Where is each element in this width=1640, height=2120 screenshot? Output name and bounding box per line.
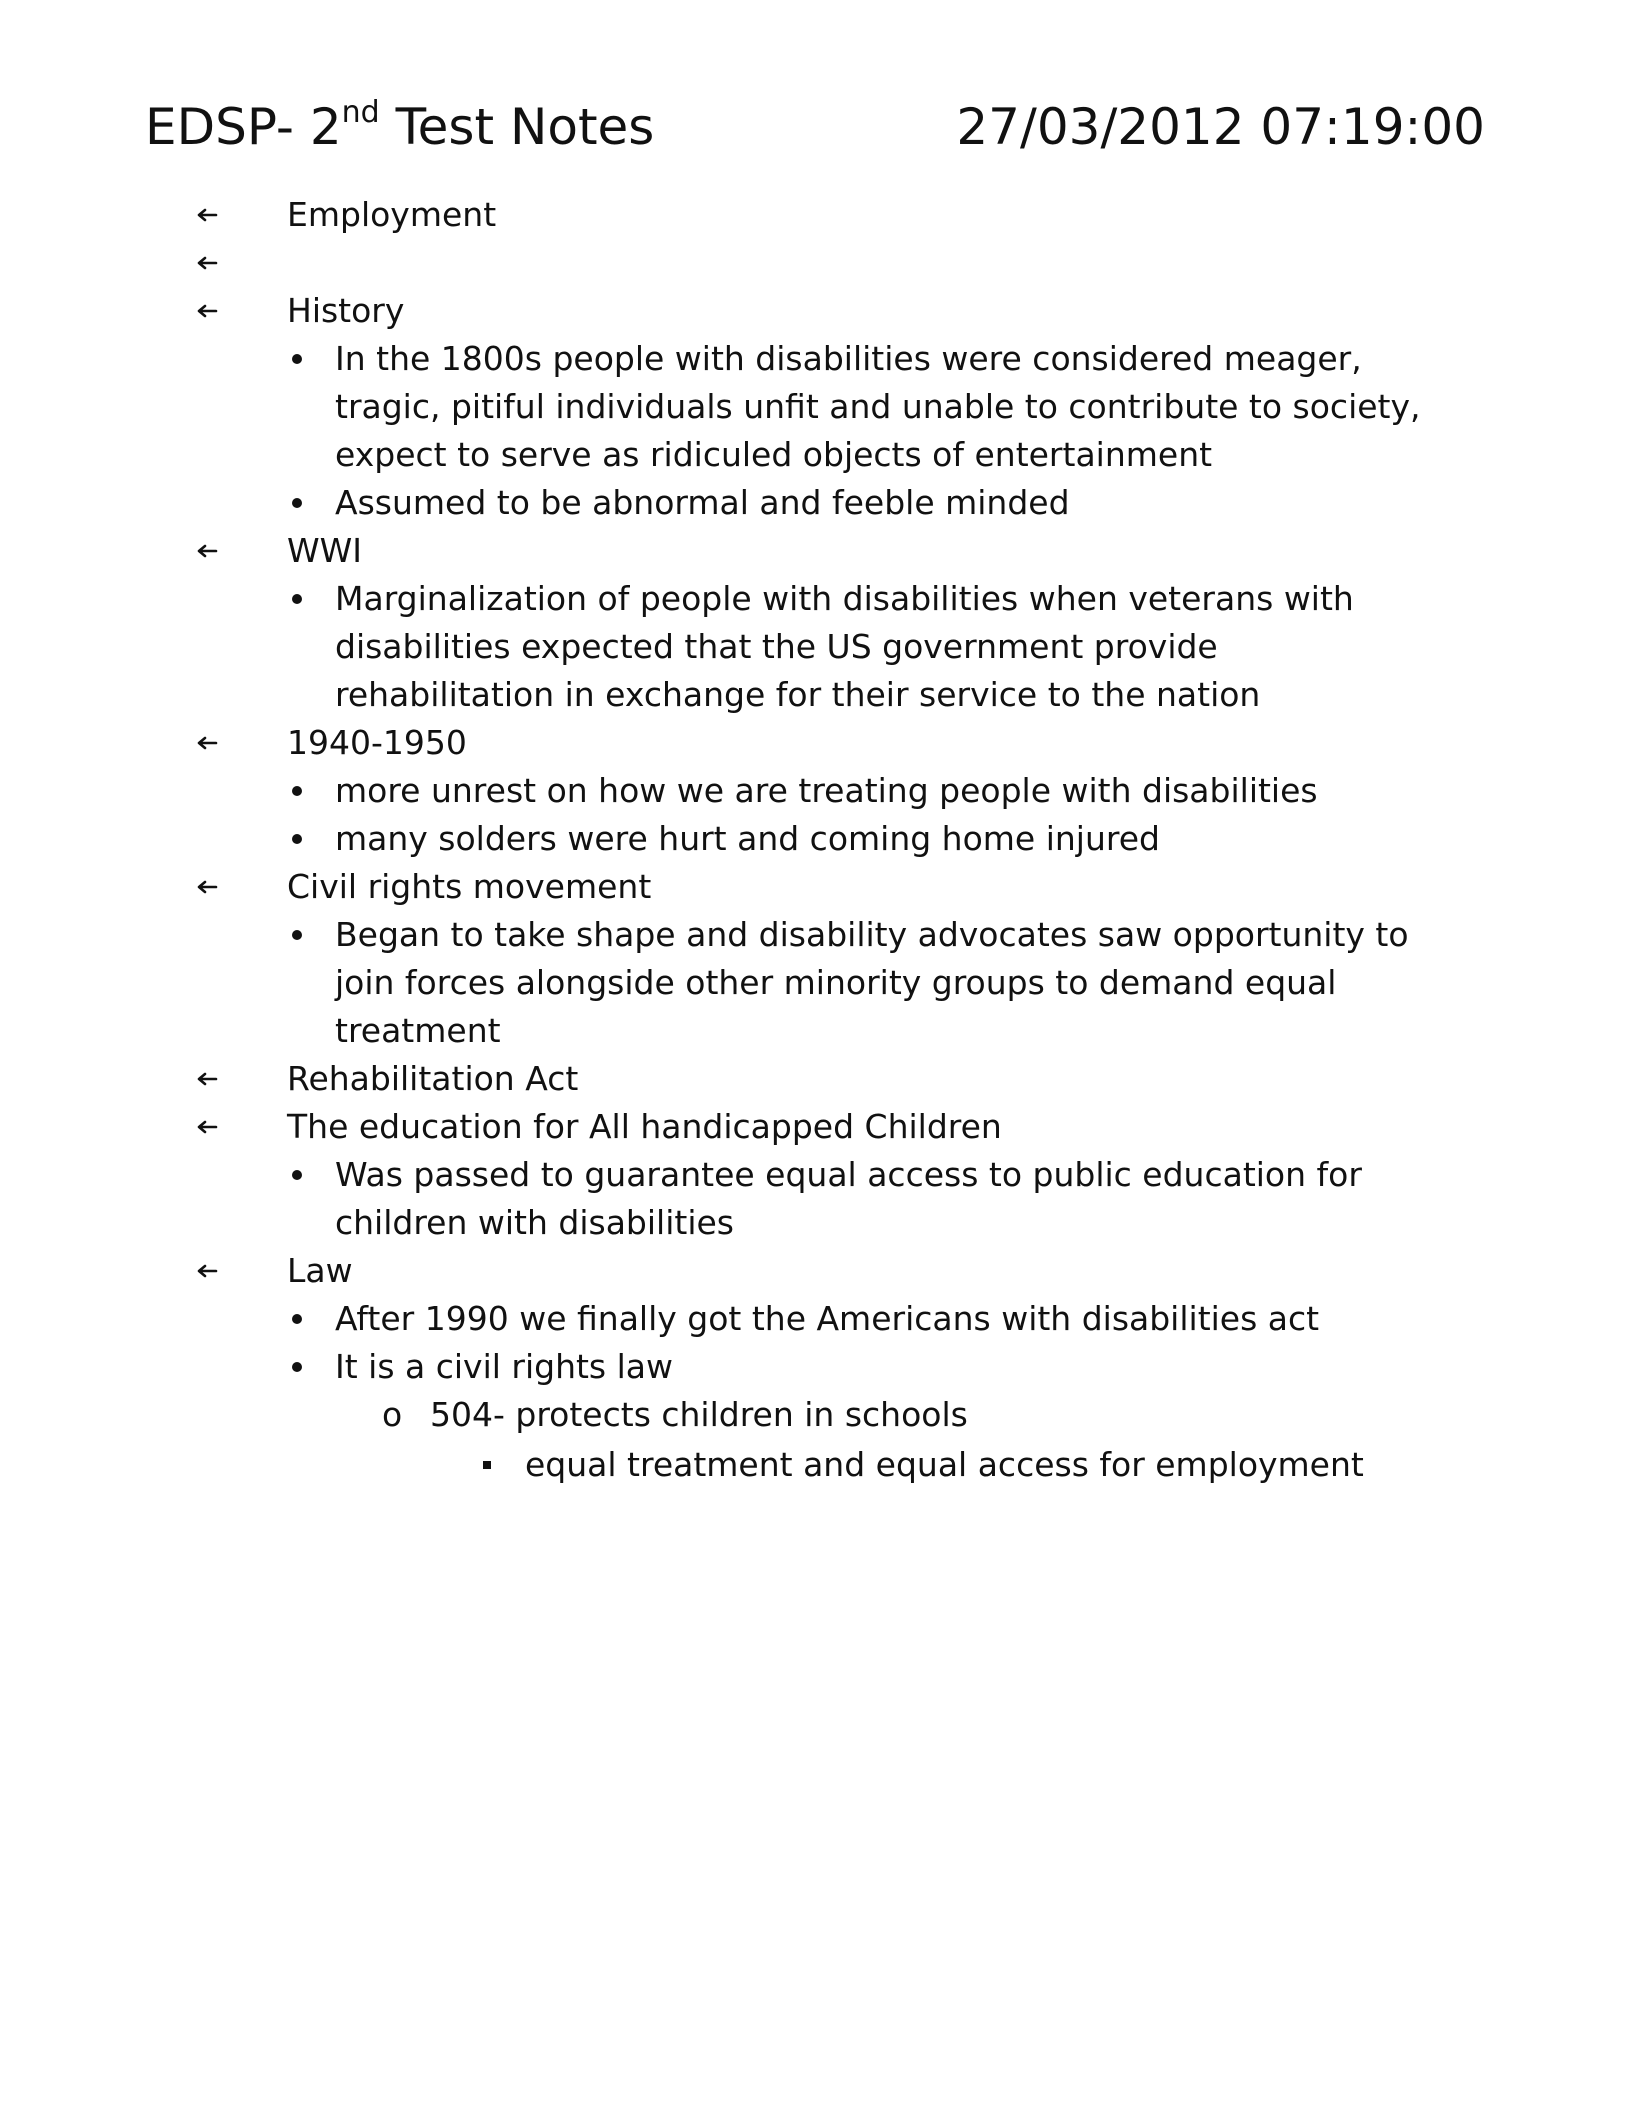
document-header [145,92,1485,162]
bullet-dot-icon [287,1343,307,1391]
bullet-list [0,911,1640,1055]
left-arrow-icon [192,287,222,335]
left-arrow-icon [192,191,222,239]
section-label: 1940-1950 [287,723,467,762]
section-1940-1950 [0,719,1640,863]
bullet-dot-icon [287,1151,307,1199]
left-arrow-icon [192,863,222,911]
sub-item-text: 504- protects children in schools [430,1395,968,1434]
section-row [0,1103,1640,1151]
bullet-item [0,479,1425,527]
sub-list-item [0,1391,1640,1439]
bullet-item [0,575,1425,719]
section-wwi [0,527,1640,719]
bullet-text: In the 1800s people with disabilities were considered meager, tragic, pitiful individuals unfit and unable to contribute to society, expect to serve as ridiculed objects of entertainment [335,339,1421,474]
bullet-dot-icon [287,1295,307,1343]
bullet-item [0,335,1425,479]
bullet-list [0,1295,1640,1391]
bullet-text: more unrest on how we are treating people with disabilities [335,771,1318,810]
section-rehabilitation-act [0,1055,1640,1103]
bullet-dot-icon [287,911,307,959]
section-education-act [0,1103,1640,1247]
left-arrow-icon [192,239,222,287]
section-row [0,719,1640,767]
section-row [0,239,1640,287]
bullet-dot-icon [287,335,307,383]
section-label: History [287,291,405,330]
section-empty [0,239,1640,287]
bullet-item [0,767,1425,815]
section-history [0,287,1640,527]
title-suffix: Test Notes [379,98,655,156]
bullet-text: Was passed to guarantee equal access to public education for children with disabilities [335,1155,1362,1242]
section-row [0,527,1640,575]
sub-sub-list-item [0,1441,1640,1489]
bullet-item [0,1295,1425,1343]
section-law [0,1247,1640,1489]
sub-sub-item-text: equal treatment and equal access for employment [525,1445,1364,1484]
section-civil-rights [0,863,1640,1055]
bullet-item [0,815,1425,863]
bullet-text: Marginalization of people with disabilities when veterans with disabilities expected that the US government provide rehabilitation in exchange for their service to the nation [335,579,1354,714]
left-arrow-icon [192,1103,222,1151]
left-arrow-icon [192,1247,222,1295]
left-arrow-icon [192,1055,222,1103]
bullet-list [0,335,1640,527]
section-label: The education for All handicapped Children [287,1107,1002,1146]
bullet-text: Began to take shape and disability advocates saw opportunity to join forces alongside other minority groups to demand equal treatment [335,915,1409,1050]
bullet-text: After 1990 we finally got the Americans with disabilities act [335,1299,1320,1338]
bullet-list [0,767,1640,863]
section-row [0,191,1640,239]
left-arrow-icon [192,719,222,767]
section-label: WWI [287,531,362,570]
section-row [0,863,1640,911]
section-label: Law [287,1251,353,1290]
bullet-item [0,911,1425,1055]
bullet-list [0,575,1640,719]
notes-outline [0,191,1640,1489]
bullet-item [0,1151,1425,1247]
section-row [0,1247,1640,1295]
circle-bullet-marker: o [382,1395,403,1434]
bullet-text: many solders were hurt and coming home injured [335,819,1160,858]
title-superscript: nd [341,95,380,131]
bullet-text: Assumed to be abnormal and feeble minded [335,483,1070,522]
bullet-list [0,1151,1640,1247]
document-timestamp: 27/03/2012 07:19:00 [956,98,1485,156]
section-employment [0,191,1640,239]
section-row [0,287,1640,335]
square-bullet-icon [480,1441,494,1489]
section-label: Rehabilitation Act [287,1059,579,1098]
document-title [145,92,654,162]
section-row [0,1055,1640,1103]
left-arrow-icon [192,527,222,575]
bullet-item [0,1343,1425,1391]
title-prefix: EDSP- 2 [145,98,342,156]
bullet-dot-icon [287,767,307,815]
section-label: Civil rights movement [287,867,652,906]
section-label: Employment [287,195,497,234]
bullet-dot-icon [287,479,307,527]
bullet-dot-icon [287,575,307,623]
bullet-text: It is a civil rights law [335,1347,673,1386]
bullet-dot-icon [287,815,307,863]
